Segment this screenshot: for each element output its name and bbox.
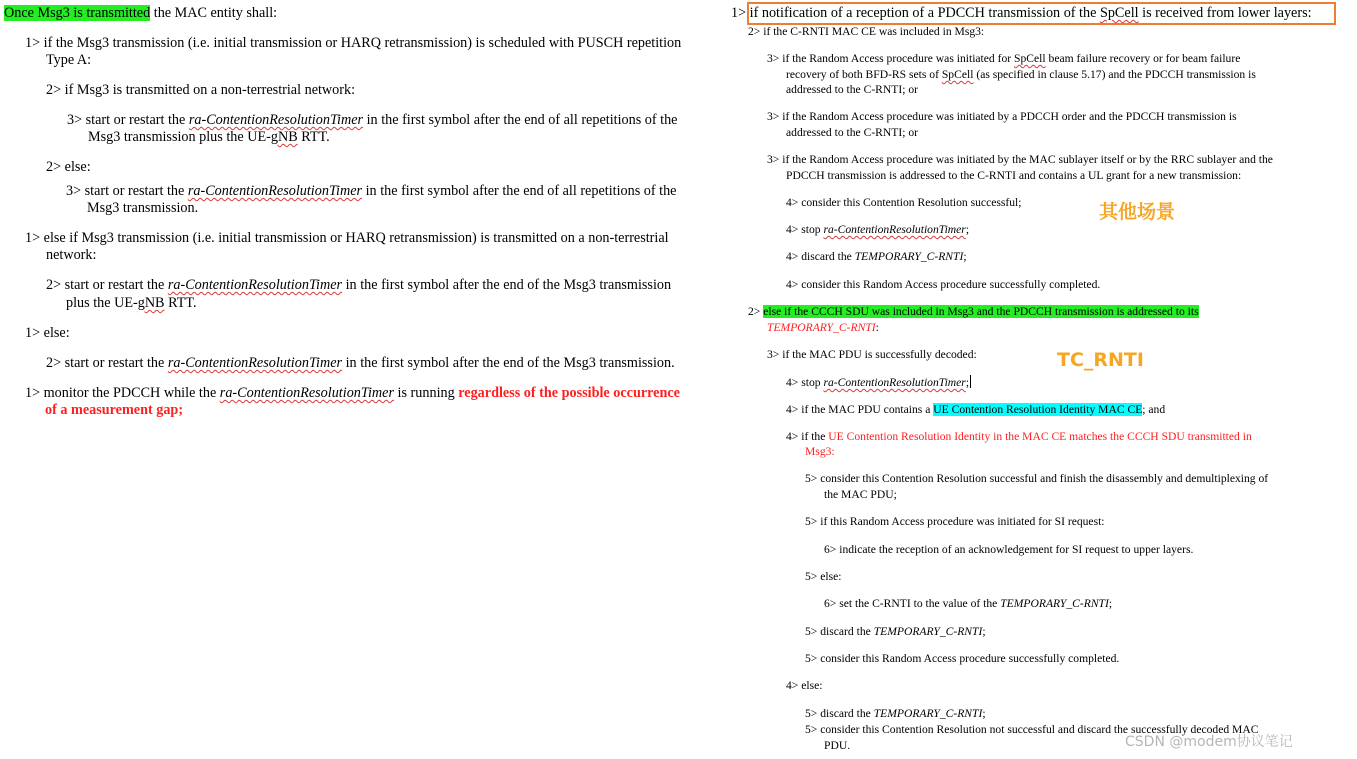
highlight-once-msg3: Once Msg3 is transmitted — [4, 5, 151, 21]
right-line-2: 2> if the C-RNTI MAC CE was included in Msg3: — [748, 25, 985, 38]
right-line-17: 4> stop ra-ContentionResolutionTimer; — [786, 376, 970, 389]
left-line-15: 2> start or restart the ra-ContentionResolutionTimer in the first symbol after the end of the Msg3 transmission. — [46, 355, 675, 371]
timer-name: ra-ContentionResolutionTimer — [187, 183, 363, 199]
left-line-12: 2> start or restart the ra-ContentionResolutionTimer in the first symbol after the end of the Msg3 transmission — [46, 277, 672, 293]
left-line-6: Msg3 transmission plus the UE-gNB RTT. — [88, 129, 330, 145]
right-line-10: 4> consider this Contention Resolution successful; — [786, 196, 1022, 209]
right-line-5: addressed to the C-RNTI; or — [786, 83, 919, 96]
right-line-28: 5> consider this Random Access procedure successfully completed. — [805, 652, 1120, 665]
right-line-23: 5> if this Random Access procedure was initiated for SI request: — [805, 515, 1105, 528]
emphasis-text: regardless of the possible occurrence — [458, 385, 680, 401]
right-line-32: PDU. — [824, 739, 851, 752]
timer-name: ra-ContentionResolutionTimer — [823, 376, 966, 389]
right-line-20: Msg3: — [805, 445, 835, 458]
right-line-8: 3> if the Random Access procedure was initiated by the MAC sublayer itself or by the RRC sublayer and the — [767, 153, 1273, 166]
right-line-26: 6> set the C-RNTI to the value of the TEMPORARY_C-RNTI; — [824, 597, 1113, 610]
right-line-13: 4> consider this Random Access procedure successfully completed. — [786, 278, 1101, 291]
highlight-ccch-sdu: else if the CCCH SDU was included in Msg3 and the PDCCH transmission is addressed to its — [763, 305, 1199, 318]
left-line-2: 1> if the Msg3 transmission (i.e. initial transmission or HARQ retransmission) is scheduled with PUSCH repetition — [25, 35, 682, 51]
left-line-13: plus the UE-gNB RTT. — [66, 295, 197, 311]
right-line-7: addressed to the C-RNTI; or — [786, 126, 919, 139]
right-line-25: 5> else: — [805, 570, 842, 583]
left-line-10: 1> else if Msg3 transmission (i.e. initial transmission or HARQ retransmission) is transmitted on a non-terrestrial — [25, 230, 669, 246]
left-line-5: 3> start or restart the ra-ContentionResolutionTimer in the first symbol after the end of all repetitions of the — [67, 112, 678, 128]
right-line-30: 5> discard the TEMPORARY_C-RNTI; — [805, 707, 986, 720]
left-line-3: Type A: — [46, 52, 92, 68]
watermark: CSDN @modem协议笔记 — [1125, 734, 1293, 750]
left-line-14: 1> else: — [25, 325, 70, 341]
right-line-3: 3> if the Random Access procedure was initiated for SpCell beam failure recovery or for beam failure — [767, 52, 1241, 65]
right-line-12: 4> discard the TEMPORARY_C-RNTI; — [786, 250, 967, 263]
left-line-16: 1> monitor the PDCCH while the ra-ContentionResolutionTimer is running regardless of the possible occurrence — [25, 385, 680, 401]
right-line-22: the MAC PDU; — [824, 488, 897, 501]
timer-name: ra-ContentionResolutionTimer — [188, 112, 364, 128]
right-line-21: 5> consider this Contention Resolution successful and finish the disassembly and demultiplexing of — [805, 472, 1269, 485]
right-line-27: 5> discard the TEMPORARY_C-RNTI; — [805, 625, 986, 638]
right-line-31: 5> consider this Contention Resolution not successful and discard the successfully decoded MAC — [805, 723, 1259, 736]
right-line-4: recovery of both BFD-RS sets of SpCell (as specified in clause 5.17) and the PDCCH transmission is — [786, 68, 1256, 81]
left-line-17: of a measurement gap; — [45, 402, 184, 418]
right-line-9: PDCCH transmission is addressed to the C-RNTI and contains a UL grant for a new transmission: — [786, 169, 1242, 182]
timer-name: ra-ContentionResolutionTimer — [823, 223, 966, 236]
right-line-14: 2> else if the CCCH SDU was included in Msg3 and the PDCCH transmission is addressed to its — [748, 305, 1199, 318]
annotation-other-scenarios: 其他场景 — [1099, 201, 1176, 223]
right-line-6: 3> if the Random Access procedure was initiated by a PDCCH order and the PDCCH transmission is — [767, 110, 1237, 123]
left-line-9: Msg3 transmission. — [87, 200, 199, 216]
right-line-24: 6> indicate the reception of an acknowledgement for SI request to upper layers. — [824, 543, 1194, 556]
right-line-19: 4> if the UE Contention Resolution Identity in the MAC CE matches the CCCH SDU transmitted in — [786, 430, 1252, 443]
left-line-7: 2> else: — [46, 159, 91, 175]
right-line-18: 4> if the MAC PDU contains a UE Contention Resolution Identity MAC CE; and — [786, 403, 1166, 416]
left-line-4: 2> if Msg3 is transmitted on a non-terrestrial network: — [46, 82, 356, 98]
right-line-1: 1> if notification of a reception of a PDCCH transmission of the SpCell is received from lower layers: — [731, 5, 1312, 21]
right-line-11: 4> stop ra-ContentionResolutionTimer; — [786, 223, 970, 236]
right-line-16: 3> if the MAC PDU is successfully decoded: — [767, 348, 977, 361]
highlight-mac-ce: UE Contention Resolution Identity MAC CE — [933, 403, 1143, 416]
left-line-11: network: — [46, 247, 97, 263]
left-line-1: Once Msg3 is transmitted the MAC entity shall: — [4, 5, 278, 21]
right-line-15: TEMPORARY_C-RNTI: — [767, 321, 879, 334]
timer-name: ra-ContentionResolutionTimer — [167, 355, 343, 371]
annotation-tc-rnti: TC_RNTI — [1057, 349, 1144, 371]
left-line-8: 3> start or restart the ra-ContentionResolutionTimer in the first symbol after the end of all repetitions of the — [66, 183, 677, 199]
right-line-29: 4> else: — [786, 679, 823, 692]
text-cursor — [970, 375, 971, 388]
timer-name: ra-ContentionResolutionTimer — [219, 385, 394, 401]
timer-name: ra-ContentionResolutionTimer — [167, 277, 343, 293]
